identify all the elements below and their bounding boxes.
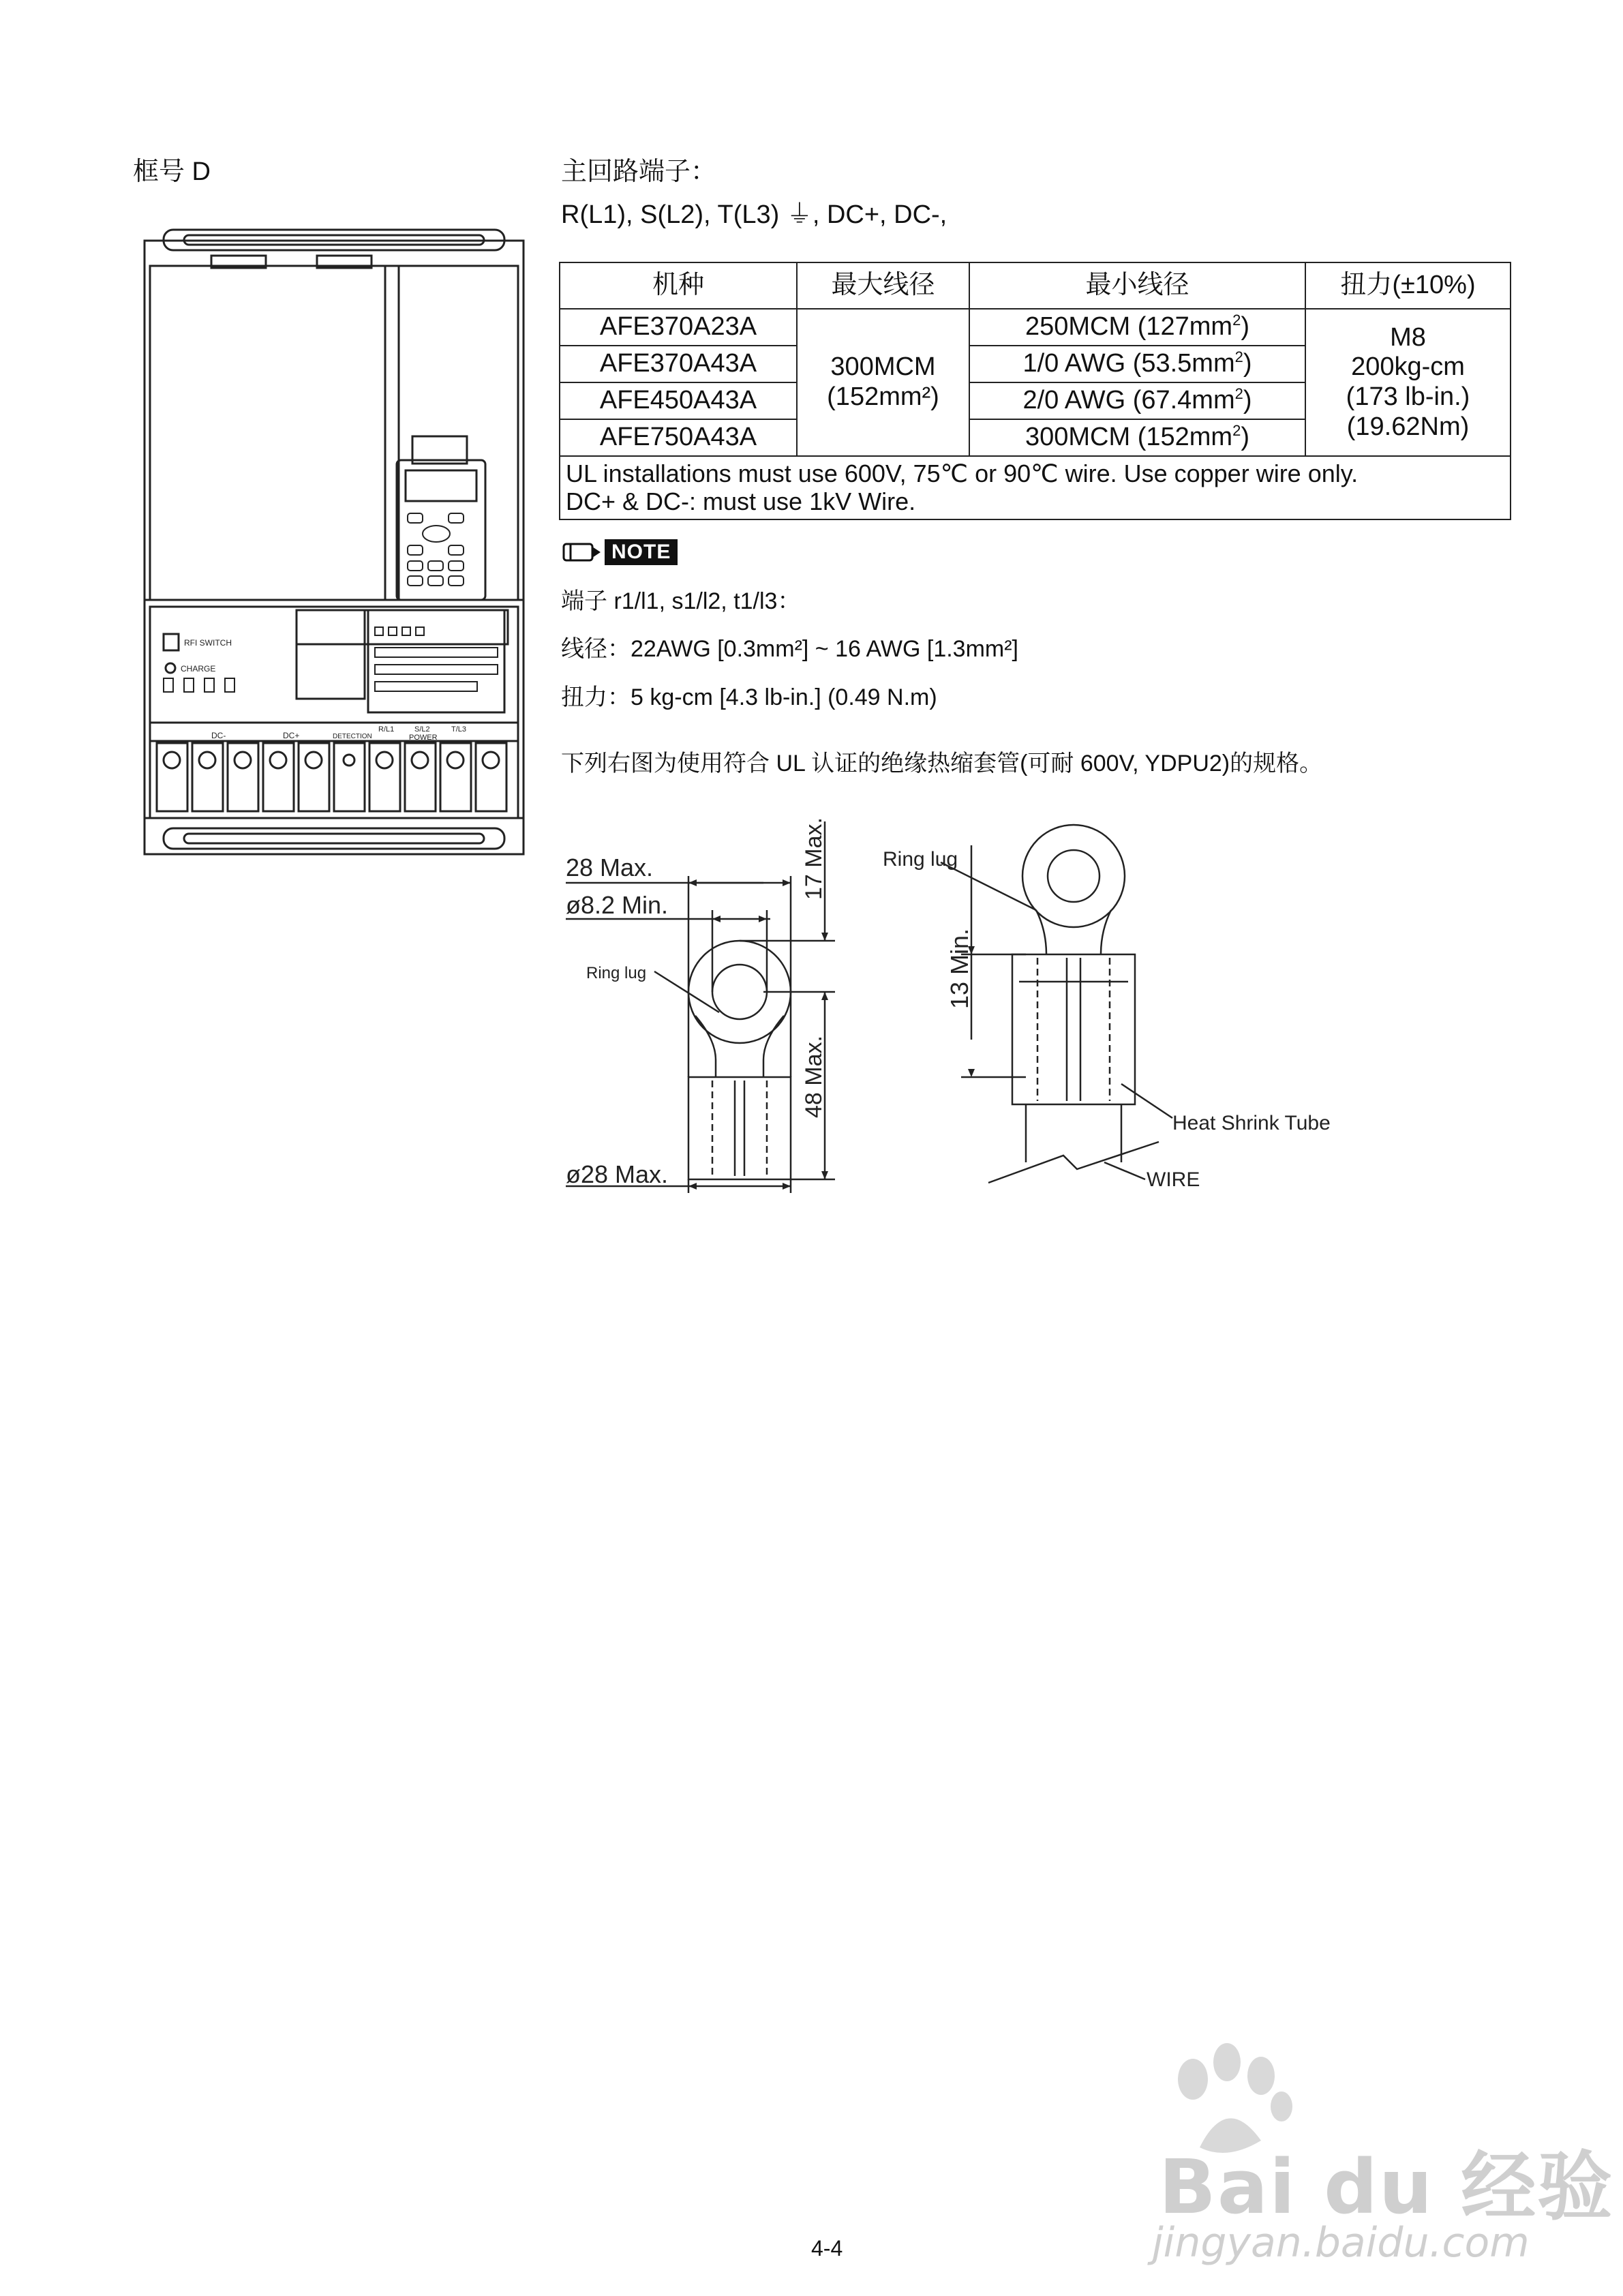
power-label: POWER (409, 734, 438, 742)
model-cell: AFE750A43A (560, 419, 797, 456)
main-terminals-title: 主回路端子： (561, 157, 717, 186)
note-badge: NOTE (605, 539, 678, 565)
watermark-url: jingyan.baidu.com (1152, 2219, 1530, 2267)
header-model: 机种 (560, 262, 797, 309)
ring-lug-label-right: Ring lug (883, 848, 958, 871)
table-note-row (560, 456, 1511, 519)
max-wire-line1: 300MCM (830, 352, 936, 382)
control-terminals-line1: 端子 r1/l1, s1/l2, t1/l3： (561, 588, 801, 614)
heat-shrink-tube-label: Heat Shrink Tube (1172, 1112, 1331, 1134)
header-max-wire: 最大线径 (797, 262, 969, 309)
control-terminals-line2: 线径：22AWG [0.3mm²] ~ 16 AWG [1.3mm²] (561, 636, 1019, 662)
torque-cell: M8 200kg-cm (173 lb-in.) (19.62Nm) (1305, 309, 1511, 456)
note-line-1: UL installations must use 600V, 75℃ or 90℃ wire. Use copper wire only. (566, 459, 1359, 487)
dim-48-max: 48 Max. (801, 1036, 827, 1118)
main-terminals-list: R(L1), S(L2), T(L3) ⏚, DC+, DC-, (561, 200, 947, 229)
header-torque: 扭力(±10%) (1305, 262, 1511, 309)
heat-shrink-description: 下列右图为使用符合 UL 认证的绝缘热缩套管(可耐 600V, YDPU2)的规格。 (561, 751, 1323, 776)
min-wire-cell: 2/0 AWG $(67.4mm^2)$ (969, 382, 1305, 419)
r1-label: R/L1 (378, 725, 395, 734)
charge-label: CHARGE (181, 664, 216, 674)
note-line-2: DC+ & DC-: must use 1kV Wire. (566, 487, 916, 516)
frame-label: 框号 D (133, 157, 211, 186)
watermark-brand: Bai du 经验 (1159, 2143, 1614, 2231)
terminal-spec-table (559, 262, 1511, 520)
max-wire-line2: (152mm²) (827, 382, 939, 411)
dim-17-max: 17 Max. (801, 817, 827, 900)
heat-shrink-tube-diagram (873, 815, 1350, 1210)
header-min-wire: 最小线径 (969, 262, 1305, 309)
table-note (560, 456, 1511, 519)
control-terminals-line3: 扭力：5 kg-cm [4.3 lb-in.] (0.49 N.m) (561, 684, 937, 710)
ring-lug-label-left: Ring lug (586, 964, 647, 982)
detection-label: DETECTION (333, 733, 372, 740)
dim-28-max-bottom: ø28 Max. (566, 1160, 669, 1188)
pencil-icon (561, 539, 602, 566)
max-wire-cell (797, 309, 969, 456)
rfi-switch-label: RFI SWITCH (184, 638, 232, 648)
dim-8-2-min: ø8.2 Min. (566, 891, 669, 919)
dim-13-min: 13 Min. (945, 928, 973, 1009)
min-wire-cell: 300MCM $(152mm^2)$ (969, 419, 1305, 456)
dc-minus-label: DC- (211, 731, 226, 740)
dc-plus-label: DC+ (283, 731, 300, 740)
page-number: 4-4 (811, 2236, 843, 2261)
model-cell: AFE450A43A (560, 382, 797, 419)
note-badge-group (561, 539, 678, 566)
s2-label: S/L2 (414, 725, 430, 734)
dim-28-max: 28 Max. (566, 854, 654, 881)
t3-label: T/L3 (451, 725, 467, 734)
min-wire-cell: 1/0 AWG $(53.5mm^2)$ (969, 346, 1305, 382)
wire-label: WIRE (1147, 1168, 1200, 1191)
min-wire-cell: 250MCM $(127mm^2)$ (969, 309, 1305, 346)
drive-frame-diagram (143, 228, 525, 862)
model-cell: AFE370A23A (560, 309, 797, 346)
model-cell: AFE370A43A (560, 346, 797, 382)
table-row (560, 309, 1511, 346)
ring-lug-dimension-diagram (559, 808, 859, 1203)
table-header-row (560, 262, 1511, 309)
